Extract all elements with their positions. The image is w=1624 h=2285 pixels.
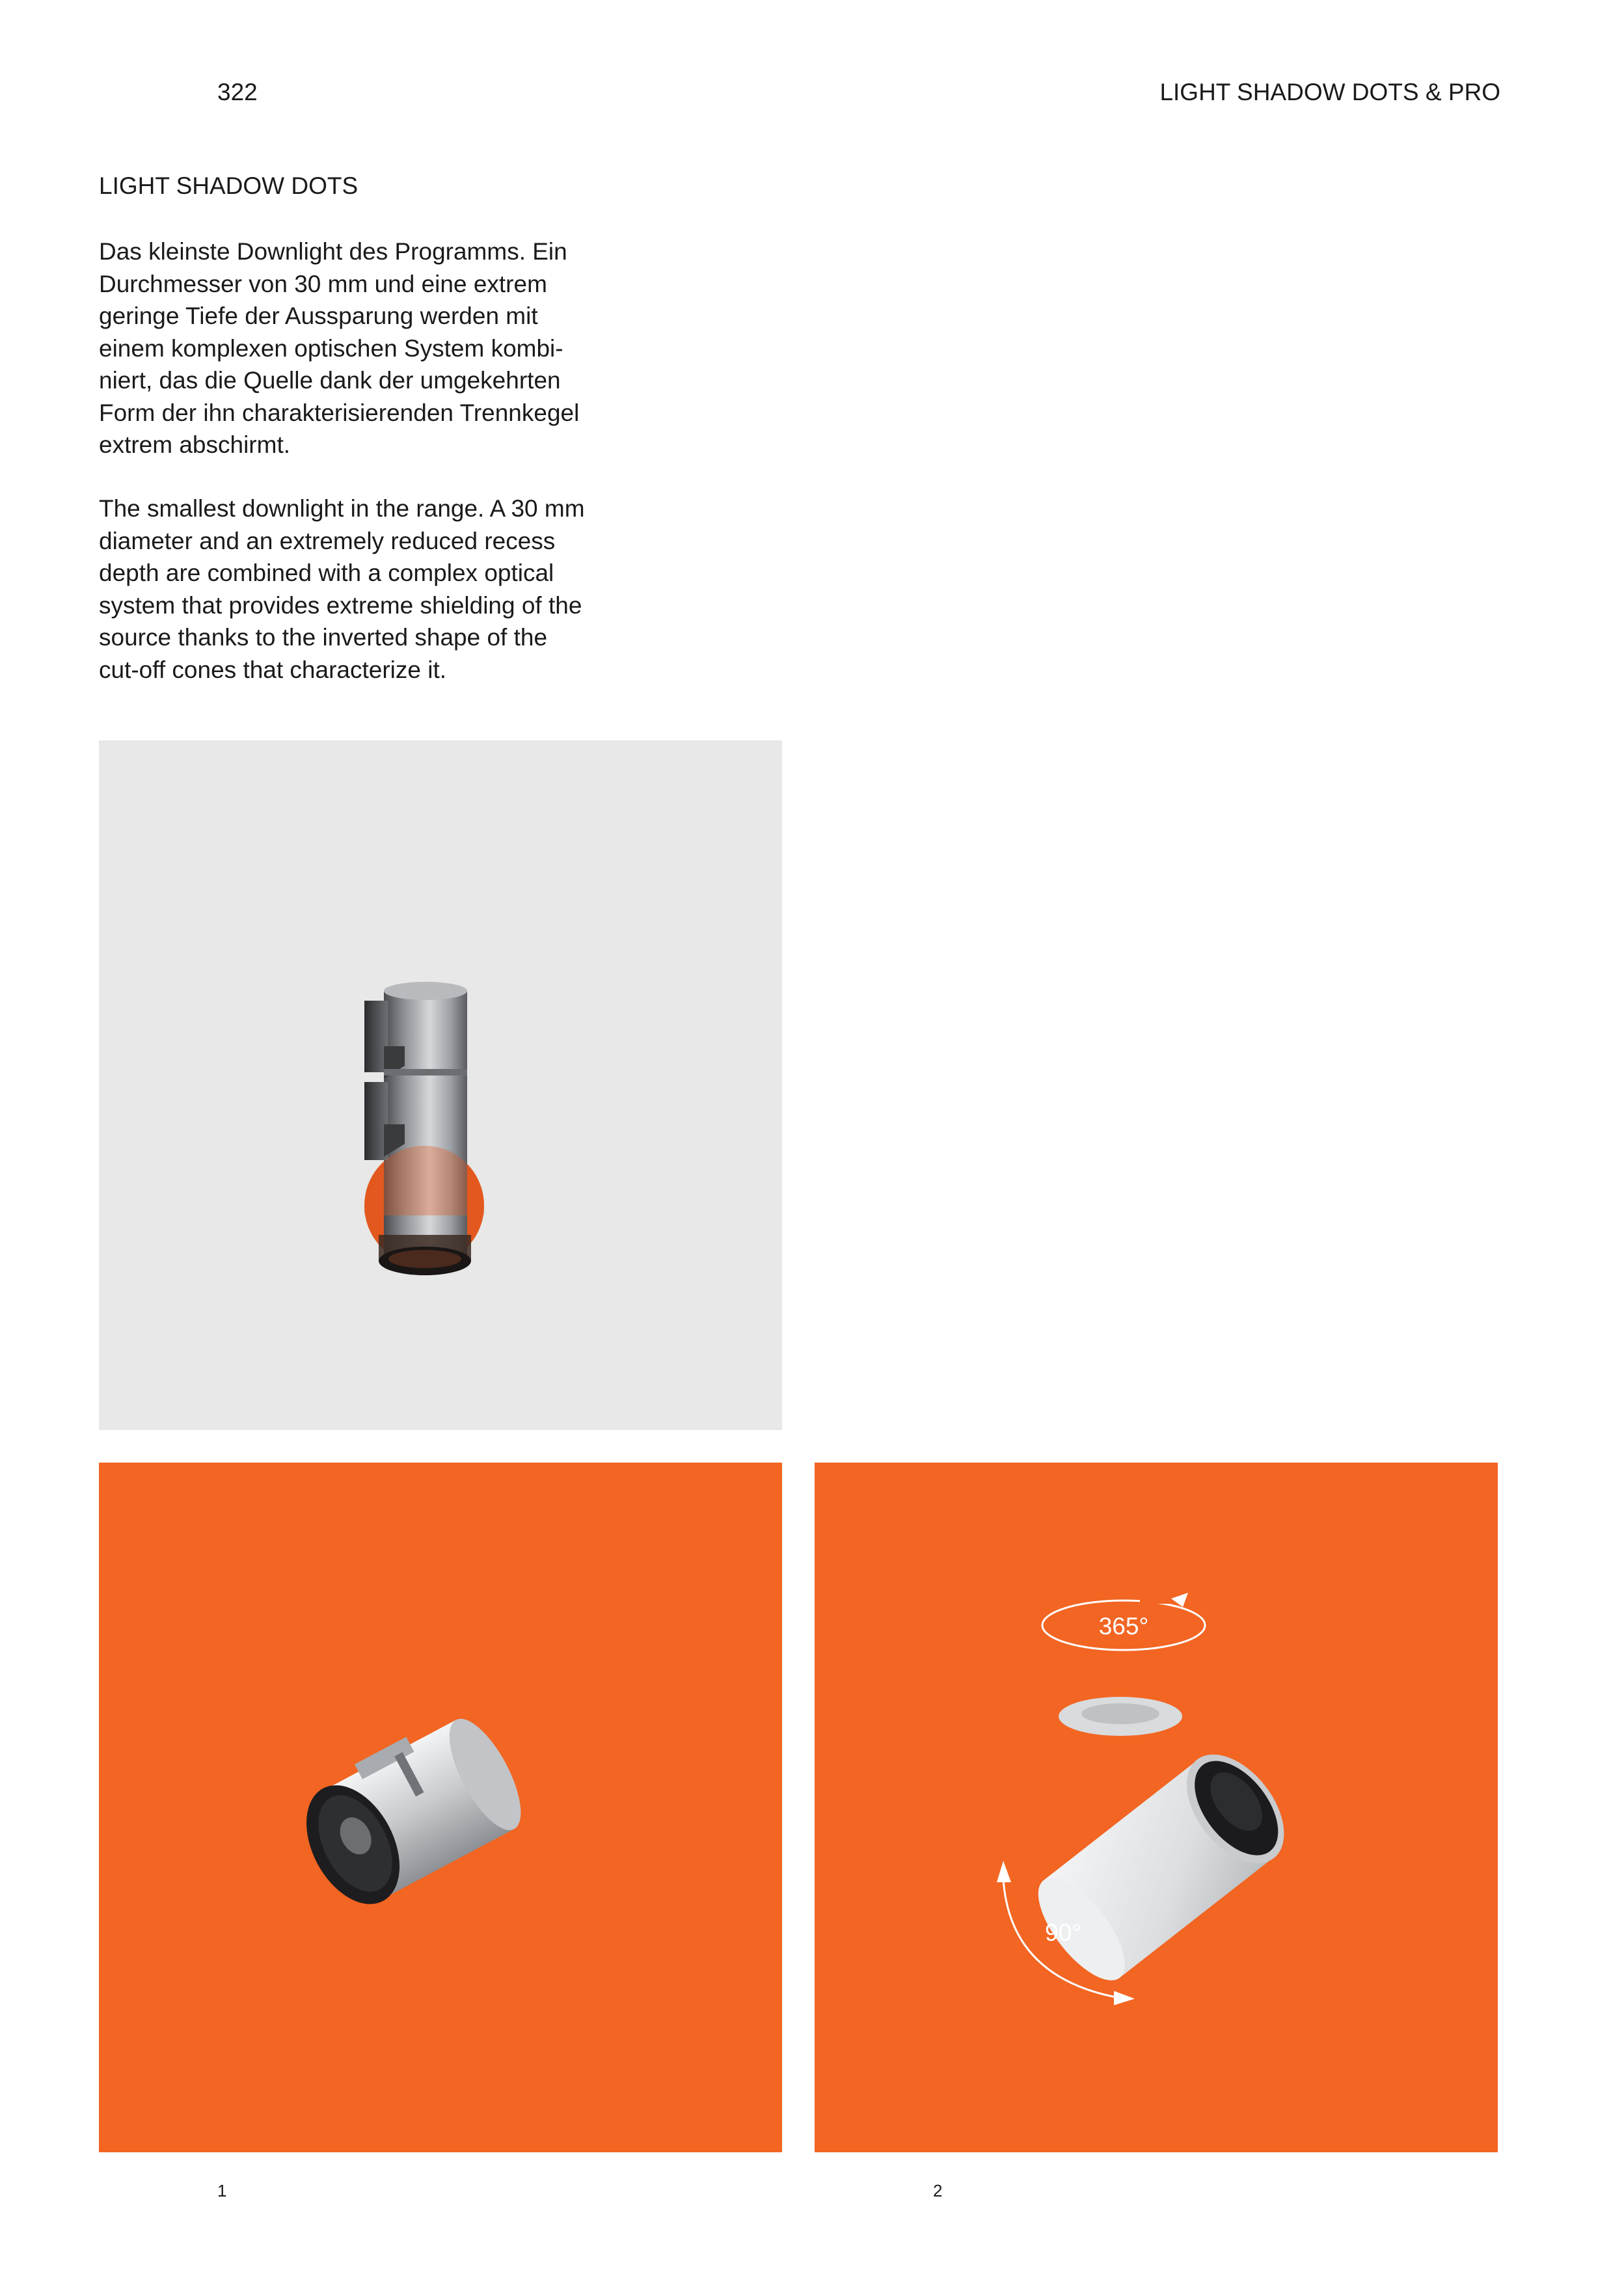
- paragraph-line: extrem abschirmt.: [99, 431, 291, 458]
- product-image-panel-2: [815, 1463, 1498, 2152]
- figure-caption-1: 1: [217, 2181, 227, 2200]
- paragraph-line: diameter and an extremely reduced recess: [99, 527, 556, 554]
- paragraph-line: depth are combined with a complex optical: [99, 560, 554, 586]
- paragraph-line: Das kleinste Downlight des Programms. Ein: [99, 238, 567, 265]
- downlight-tilted-illustration: [99, 1463, 782, 2152]
- paragraph-line: Form der ihn charakterisierenden Trennkegel: [99, 399, 580, 426]
- tilt-angle-label: 90°: [1045, 1919, 1081, 1946]
- figure-caption-2: 2: [933, 2181, 943, 2200]
- running-title: LIGHT SHADOW DOTS & PRO: [1159, 79, 1500, 105]
- rotation-indicator: [1042, 1593, 1205, 1650]
- product-image-panel-grey: [99, 740, 782, 1430]
- paragraph-line: The smallest downlight in the range. A 30 mm: [99, 495, 585, 522]
- downlight-body: [1023, 1737, 1304, 1994]
- paragraph-english: [99, 493, 665, 686]
- tilt-arrow-head-right: [1114, 1991, 1135, 2005]
- tilt-arrow-head-up: [997, 1861, 1011, 1882]
- paragraph-line: system that provides extreme shielding of the: [99, 591, 582, 619]
- section-title: LIGHT SHADOW DOTS: [99, 172, 359, 199]
- paragraph-line: niert, das die Quelle dank der umgekehrten: [99, 367, 561, 394]
- paragraph-line: Durchmesser von 30 mm und eine extrem: [99, 270, 547, 297]
- downlight-body: [284, 1701, 535, 1920]
- paragraph-line: source thanks to the inverted shape of the: [99, 624, 548, 651]
- downlight-grey-illustration: [99, 740, 782, 1430]
- paragraph-line: cut-off cones that characterize it.: [99, 656, 447, 683]
- adjustable-downlight-illustration: [815, 1463, 1498, 2152]
- paragraph-german: [99, 236, 665, 461]
- page-number: 322: [217, 79, 258, 105]
- rotation-angle-label: 365°: [1098, 1613, 1149, 1640]
- paragraph-line: geringe Tiefe der Aussparung werden mit: [99, 303, 538, 329]
- paragraph-line: einem komplexen optischen System kombi-: [99, 334, 563, 362]
- product-image-panel-1: [99, 1463, 782, 2152]
